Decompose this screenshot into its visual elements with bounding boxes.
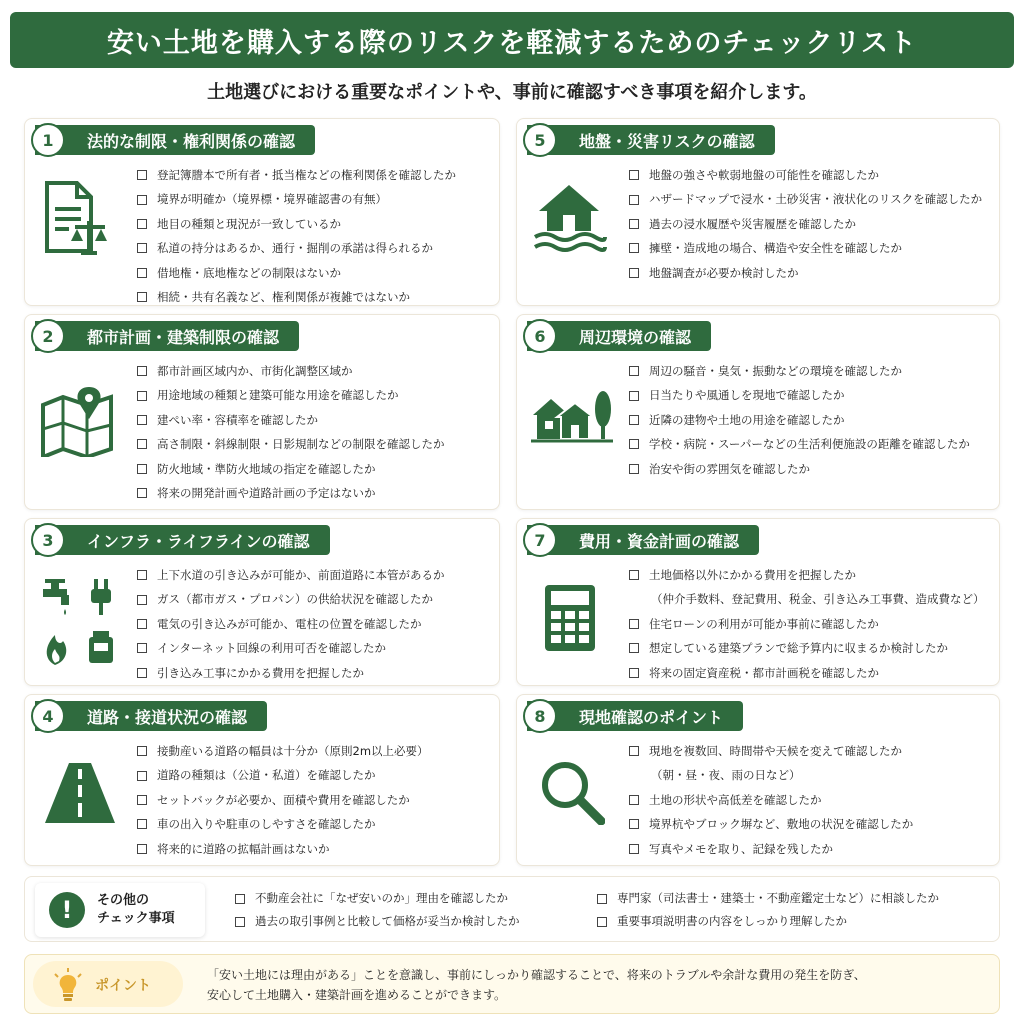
section-number: 6: [523, 319, 557, 353]
checklist-item[interactable]: 想定している建築プランで総予算内に収まるか検討したか: [629, 636, 985, 660]
section-card-6: [516, 314, 1000, 510]
checklist-item[interactable]: 写真やメモを取り、記録を残したか: [629, 837, 913, 861]
lightbulb-icon: [51, 967, 85, 1003]
map-pin-icon: [39, 385, 115, 457]
checkbox-icon[interactable]: [137, 844, 147, 854]
checklist-item[interactable]: 引き込み工事にかかる費用を把握したか: [137, 661, 445, 685]
checkbox-icon[interactable]: [629, 243, 639, 253]
checklist-item[interactable]: 借地権・底地権などの制限はないか: [137, 261, 456, 285]
house-flood-icon: [531, 181, 607, 253]
section-header: [35, 321, 299, 351]
checkbox-icon[interactable]: [137, 570, 147, 580]
checklist-item[interactable]: 境界杭やブロック塀など、敷地の状況を確認したか: [629, 812, 913, 836]
checkbox-icon[interactable]: [137, 195, 147, 205]
checkbox-icon[interactable]: [137, 643, 147, 653]
checkbox-icon[interactable]: [629, 391, 639, 401]
checkbox-icon[interactable]: [137, 439, 147, 449]
checklist-item[interactable]: 過去の浸水履歴や災害履歴を確認したか: [629, 212, 982, 236]
checklist-item[interactable]: 土地価格以外にかかる費用を把握したか: [629, 563, 985, 587]
checklist-item[interactable]: 治安や街の雰囲気を確認したか: [629, 457, 970, 481]
checklist-item[interactable]: 擁壁・造成地の場合、構造や安全性を確認したか: [629, 236, 982, 260]
other-checks-right: [597, 887, 939, 933]
checkbox-icon[interactable]: [629, 819, 639, 829]
checklist-item[interactable]: 住宅ローンの利用が可能か事前に確認したか: [629, 612, 985, 636]
point-text: 「安い土地には理由がある」ことを意識し、事前にしっかり確認することで、将来のトラブルや余計な費用の発生を防ぎ、 安心して土地購入・建築計画を進めることができます。: [207, 968, 866, 1002]
section-title: インフラ・ライフラインの確認: [87, 531, 310, 551]
section-number: 3: [31, 523, 65, 557]
checklist-item[interactable]: 周辺の騒音・臭気・振動などの環境を確認したか: [629, 359, 970, 383]
checkbox-icon[interactable]: [629, 619, 639, 629]
checklist-item-note: （朝・昼・夜、雨の日など）: [651, 768, 801, 783]
checklist-item[interactable]: ハザードマップで浸水・土砂災害・液状化のリスクを確認したか: [629, 187, 982, 211]
road-icon: [43, 761, 117, 825]
checklist-item-note: （仲介手数料、登記費用、税金、引き込み工事費、造成費など）: [651, 592, 985, 607]
checklist-item[interactable]: 建ぺい率・容積率を確認したか: [137, 408, 445, 432]
checkbox-icon[interactable]: [235, 917, 245, 927]
checkbox-icon[interactable]: [597, 894, 607, 904]
section-title: 現地確認のポイント: [579, 707, 724, 727]
section-number: 8: [523, 699, 557, 733]
checkbox-icon[interactable]: [629, 668, 639, 678]
section-number: 4: [31, 699, 65, 733]
section-title: 地盤・災害リスクの確認: [579, 131, 755, 151]
calculator-icon: [543, 583, 597, 653]
section-header: [527, 525, 759, 555]
checklist-item[interactable]: 防火地域・準防火地域の指定を確認したか: [137, 457, 445, 481]
section-header: [527, 701, 743, 731]
neighborhood-houses-icon: [531, 387, 613, 443]
section-header: [35, 125, 315, 155]
point-label: ポイント: [95, 978, 151, 994]
checkbox-icon[interactable]: [137, 819, 147, 829]
checkbox-icon[interactable]: [137, 268, 147, 278]
checkbox-icon[interactable]: [137, 595, 147, 605]
infrastructure-utilities-icon: [39, 575, 119, 667]
section-title: 費用・資金計画の確認: [579, 531, 740, 551]
checkbox-icon[interactable]: [629, 219, 639, 229]
checklist: [137, 163, 456, 309]
checklist-item[interactable]: 日当たりや風通しを現地で確認したか: [629, 383, 970, 407]
magnifier-icon: [539, 759, 605, 825]
checklist: [629, 163, 982, 285]
section-card-1: [24, 118, 500, 306]
section-title: 周辺環境の確認: [579, 327, 692, 347]
other-checks-title: その他の チェック事項: [97, 893, 175, 926]
checkbox-icon[interactable]: [137, 795, 147, 805]
checklist-item[interactable]: 用途地域の種類と建築可能な用途を確認したか: [137, 383, 445, 407]
checkbox-icon[interactable]: [137, 415, 147, 425]
section-card-8: [516, 694, 1000, 866]
point-panel: [24, 954, 1000, 1014]
checklist-item[interactable]: 都市計画区域内か、市街化調整区域か: [137, 359, 445, 383]
checkbox-icon[interactable]: [629, 464, 639, 474]
checkbox-icon[interactable]: [137, 391, 147, 401]
section-card-2: [24, 314, 500, 510]
section-title: 道路・接道状況の確認: [87, 707, 248, 727]
checklist-item[interactable]: 接動産いる道路の幅員は十分か（原則2m以上必要）: [137, 739, 429, 763]
section-number: 7: [523, 523, 557, 557]
section-title: 法的な制限・権利関係の確認: [87, 131, 296, 151]
checkbox-icon[interactable]: [629, 795, 639, 805]
checklist: [629, 359, 970, 481]
checklist-item[interactable]: 不動産会社に「なぜ安いのか」理由を確認したか: [235, 887, 520, 910]
section-card-4: [24, 694, 500, 866]
point-badge: [33, 961, 183, 1007]
checklist-item[interactable]: インターネット回線の利用可否を確認したか: [137, 636, 445, 660]
checklist: [629, 739, 913, 861]
checklist-item[interactable]: 現地を複数回、時間帯や天候を変えて確認したか: [629, 739, 913, 763]
checkbox-icon[interactable]: [137, 746, 147, 756]
checklist: [137, 739, 429, 861]
checklist-item[interactable]: 境界が明確か（境界標・境界確認書の有無）: [137, 187, 456, 211]
checklist-item[interactable]: セットバックが必要か、面積や費用を確認したか: [137, 788, 429, 812]
checkbox-icon[interactable]: [629, 366, 639, 376]
checklist-item[interactable]: 将来の開発計画や道路計画の予定はないか: [137, 481, 445, 505]
checkbox-icon[interactable]: [629, 268, 639, 278]
checklist-item[interactable]: 学校・病院・スーパーなどの生活利便施設の距離を確認したか: [629, 432, 970, 456]
section-number: 2: [31, 319, 65, 353]
checkbox-icon[interactable]: [137, 170, 147, 180]
other-checks-left: [235, 887, 520, 933]
checklist-item[interactable]: 地盤の強さや軟弱地盤の可能性を確認したか: [629, 163, 982, 187]
checklist-item[interactable]: 地盤調査が必要か検討したか: [629, 261, 982, 285]
checklist-item[interactable]: 近隣の建物や土地の用途を確認したか: [629, 408, 970, 432]
exclamation-icon: !: [49, 892, 85, 928]
other-checks-label: [35, 883, 205, 937]
checkbox-icon[interactable]: [629, 844, 639, 854]
checklist-item[interactable]: 土地の形状や高低差を確認したか: [629, 788, 913, 812]
checklist-item[interactable]: 過去の取引事例と比較して価格が妥当か検討したか: [235, 910, 520, 933]
checklist-item[interactable]: 将来の固定資産税・都市計画税を確認したか: [629, 661, 985, 685]
checkbox-icon[interactable]: [629, 195, 639, 205]
section-number: 1: [31, 123, 65, 157]
checklist-item[interactable]: 電気の引き込みが可能か、電柱の位置を確認したか: [137, 612, 445, 636]
section-header: [35, 701, 267, 731]
checkbox-icon[interactable]: [137, 219, 147, 229]
checkbox-icon[interactable]: [137, 366, 147, 376]
checkbox-icon[interactable]: [629, 439, 639, 449]
checkbox-icon[interactable]: [235, 894, 245, 904]
checklist: [629, 563, 985, 685]
checklist-item[interactable]: 相続・共有名義など、権利関係が複雑ではないか: [137, 285, 456, 309]
page-title: 安い土地を購入する際のリスクを軽減するためのチェックリスト: [106, 27, 918, 59]
checklist-item[interactable]: 将来的に道路の拡幅計画はないか: [137, 837, 429, 861]
checklist-item[interactable]: 専門家（司法書士・建築士・不動産鑑定士など）に相談したか: [597, 887, 939, 910]
checkbox-icon[interactable]: [629, 643, 639, 653]
checkbox-icon[interactable]: [597, 917, 607, 927]
checkbox-icon[interactable]: [137, 292, 147, 302]
checkbox-icon[interactable]: [137, 668, 147, 678]
checklist-item[interactable]: 重要事項説明書の内容をしっかり理解したか: [597, 910, 939, 933]
checklist-item[interactable]: 地目の種類と現況が一致しているか: [137, 212, 456, 236]
checklist-item[interactable]: 車の出入りや駐車のしやすさを確認したか: [137, 812, 429, 836]
checklist-item[interactable]: 上下水道の引き込みが可能か、前面道路に本管があるか: [137, 563, 445, 587]
other-checks-panel: [24, 876, 1000, 942]
checklist-item[interactable]: 道路の種類は（公道・私道）を確認したか: [137, 763, 429, 787]
checklist-item[interactable]: ガス（都市ガス・プロパン）の供給状況を確認したか: [137, 587, 445, 611]
section-header: [35, 525, 330, 555]
checkbox-icon[interactable]: [629, 170, 639, 180]
checkbox-icon[interactable]: [629, 570, 639, 580]
legal-document-scale-icon: [39, 177, 111, 257]
checkbox-icon[interactable]: [137, 464, 147, 474]
checklist-item[interactable]: 私道の持分はあるか、通行・掘削の承諾は得られるか: [137, 236, 456, 260]
section-title: 都市計画・建築制限の確認: [87, 327, 280, 347]
section-card-3: [24, 518, 500, 686]
page-subtitle: 土地選びにおける重要なポイントや、事前に確認すべき事項を紹介します。: [207, 82, 817, 103]
section-number: 5: [523, 123, 557, 157]
checkbox-icon[interactable]: [137, 771, 147, 781]
checklist-item[interactable]: 登記簿謄本で所有者・抵当権などの権利関係を確認したか: [137, 163, 456, 187]
section-header: [527, 125, 775, 155]
title-bar: [10, 12, 1014, 68]
checkbox-icon[interactable]: [137, 243, 147, 253]
checkbox-icon[interactable]: [137, 619, 147, 629]
section-card-5: [516, 118, 1000, 306]
checklist: [137, 359, 445, 505]
checkbox-icon[interactable]: [629, 415, 639, 425]
checkbox-icon[interactable]: [629, 746, 639, 756]
checklist-item[interactable]: 高さ制限・斜線制限・日影規制などの制限を確認したか: [137, 432, 445, 456]
section-header: [527, 321, 711, 351]
checklist: [137, 563, 445, 685]
section-card-7: [516, 518, 1000, 686]
checkbox-icon[interactable]: [137, 488, 147, 498]
